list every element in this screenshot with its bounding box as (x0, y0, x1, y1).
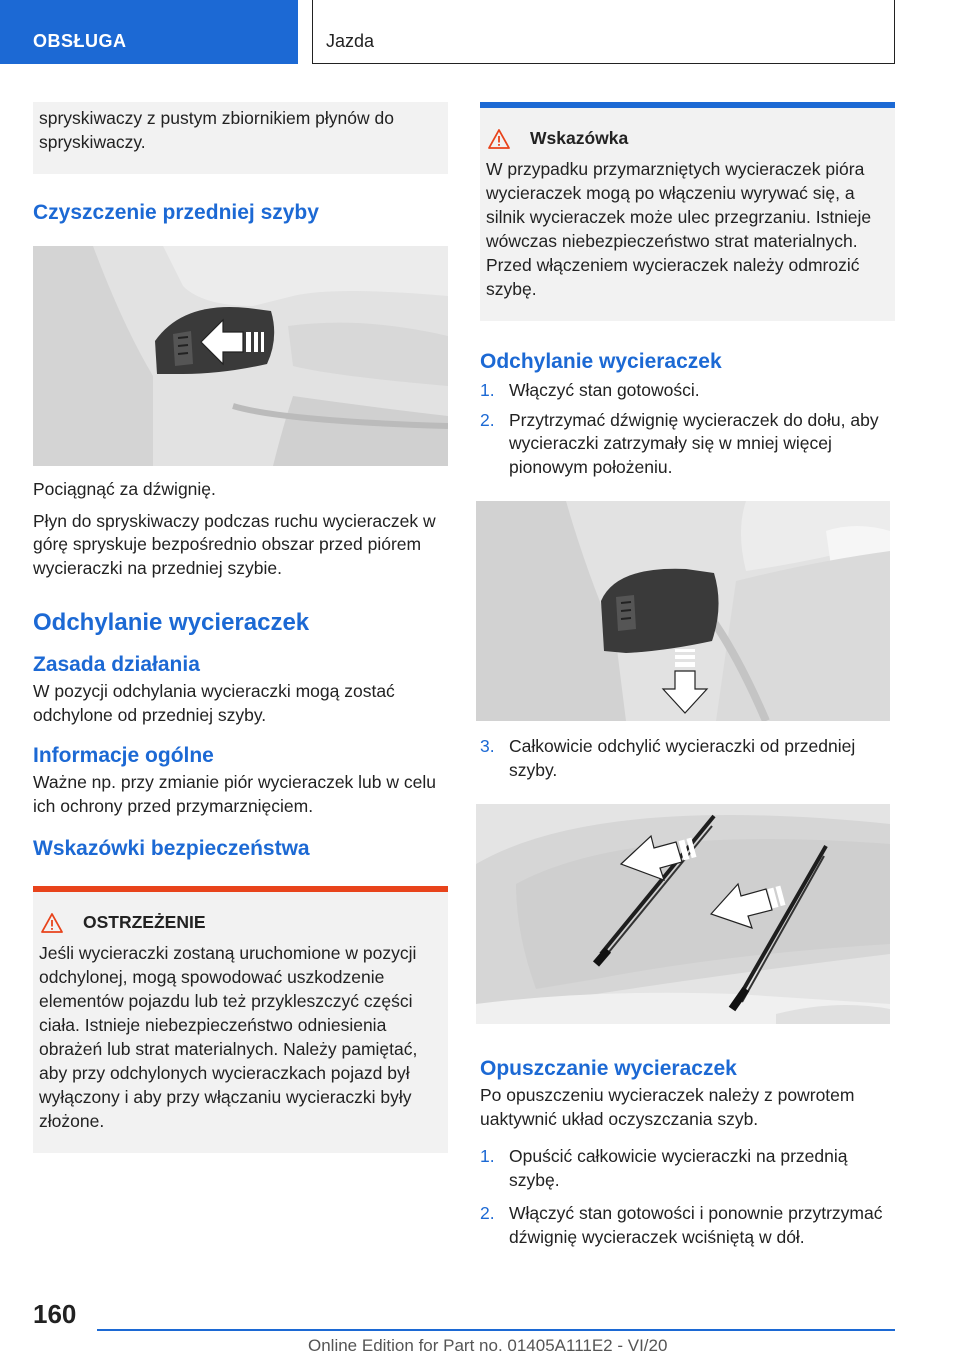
warning-title-row (33, 892, 448, 933)
heading-safety-notes: Wskazówki bezpieczeństwa (33, 837, 310, 860)
continued-note-text: spryskiwaczy z pustym zbiornikiem płynów do spryskiwaczy. (39, 108, 394, 152)
wipers-folded-illustration (476, 804, 890, 1024)
step-number: 3. (480, 736, 495, 756)
continued-note-box (33, 102, 448, 174)
heading-cleaning-windshield: Czyszczenie przedniej szyby (33, 201, 319, 224)
header-section-title: OBSŁUGA (0, 0, 298, 64)
heading-principle: Zasada działania (33, 653, 200, 676)
page-number: 160 (33, 1299, 77, 1329)
text-principle: W pozycji odchylania wycieraczki mogą zostać odchylone od przedniej szyby. (33, 681, 395, 725)
heading-general-info: Informacje ogólne (33, 744, 214, 767)
hint-box (480, 102, 895, 321)
list-item (480, 1202, 895, 1249)
step-text: Włączyć stan gotowości i ponownie przytrzymać dźwignię wycieraczek wciśniętą w dół. (509, 1203, 883, 1247)
step-number: 2. (480, 409, 495, 430)
text-general-info: Ważne np. przy zmianie piór wycieraczek lub w celu ich ochrony przed przymarznięciem. (33, 772, 436, 816)
lever-down-illustration (476, 501, 890, 721)
footer-edition: Online Edition for Part no. 01405A111E2 - VI/20 (308, 1336, 668, 1355)
step-text: Przytrzymać dźwignię wycieraczek do dołu, aby wycieraczki zatrzymały się w mniej więcej pionowym położeniu. (509, 409, 879, 477)
list-item (480, 409, 895, 480)
heading-lowering-wipers: Opuszczanie wycieraczek (480, 1057, 737, 1080)
left-column (33, 102, 448, 1153)
steps-lowering (480, 1145, 895, 1249)
warning-triangle-icon (488, 129, 510, 149)
figure-lever-down (476, 501, 890, 721)
header-chapter-title: Jazda (312, 0, 895, 64)
warning-box (33, 886, 448, 1153)
figure-washer-lever (33, 246, 448, 466)
warning-text: Jeśli wycieraczki zostaną uruchomione w pozycji odchylonej, mogą spowodować uszkodzenie elementów pojazdu lub też przykleszczyć części ciała. Istnieje niebezpieczeństwo odniesienia obrażeń lub strat materialnych. Należy pamiętać, aby przy odchylonych wycieraczkach pojazd był wyłączony i aby przy włączaniu wycieraczki były złożone. (39, 943, 418, 1131)
step-number: 1. (480, 1146, 495, 1166)
step-number: 1. (480, 380, 495, 400)
footer-divider (97, 1329, 895, 1331)
text-washer-fluid: Płyn do spryskiwaczy podczas ruchu wycieraczek w górę spryskuje bezpośrednio obszar przed piórem wycieraczki na przedniej szybie. (33, 510, 436, 578)
text-pull-lever: Pociągnąć za dźwignię. (33, 479, 216, 499)
right-column (480, 102, 895, 1249)
steps-folding (480, 379, 895, 479)
warning-title: OSTRZEŻENIE (83, 912, 206, 932)
heading-folding-wipers-right: Odchylanie wycieraczek (480, 350, 722, 373)
step-text: Opuścić całkowicie wycieraczki na przednią szybę. (509, 1146, 848, 1190)
hint-title-row (480, 108, 895, 149)
step-number: 2. (480, 1203, 495, 1223)
warning-triangle-icon (41, 913, 63, 933)
list-item (480, 735, 895, 782)
heading-folding-wipers: Odchylanie wycieraczek (33, 609, 310, 636)
washer-lever-illustration (33, 246, 448, 466)
hint-title: Wskazówka (530, 128, 629, 148)
list-item (480, 379, 895, 403)
step-text: Włączyć stan gotowości. (509, 380, 700, 400)
list-item (480, 1145, 895, 1192)
figure-wipers-folded (476, 804, 890, 1024)
hint-text: W przypadku przymarzniętych wycieraczek pióra wycieraczek mogą po włączeniu wyrywać się, a silnik wycieraczek może ulec przegrzaniu. Istnieje wówczas niebezpieczeństwo strat materialnych. Przed włączeniem wycieraczek należy odmrozić szybę. (486, 159, 872, 299)
step-text: Całkowicie odchylić wycieraczki od przedniej szyby. (509, 736, 856, 780)
steps-folding-continued (480, 735, 895, 782)
text-lowering-wipers: Po opuszczeniu wycieraczek należy z powrotem uaktywnić układ oczyszczania szyb. (480, 1085, 855, 1129)
